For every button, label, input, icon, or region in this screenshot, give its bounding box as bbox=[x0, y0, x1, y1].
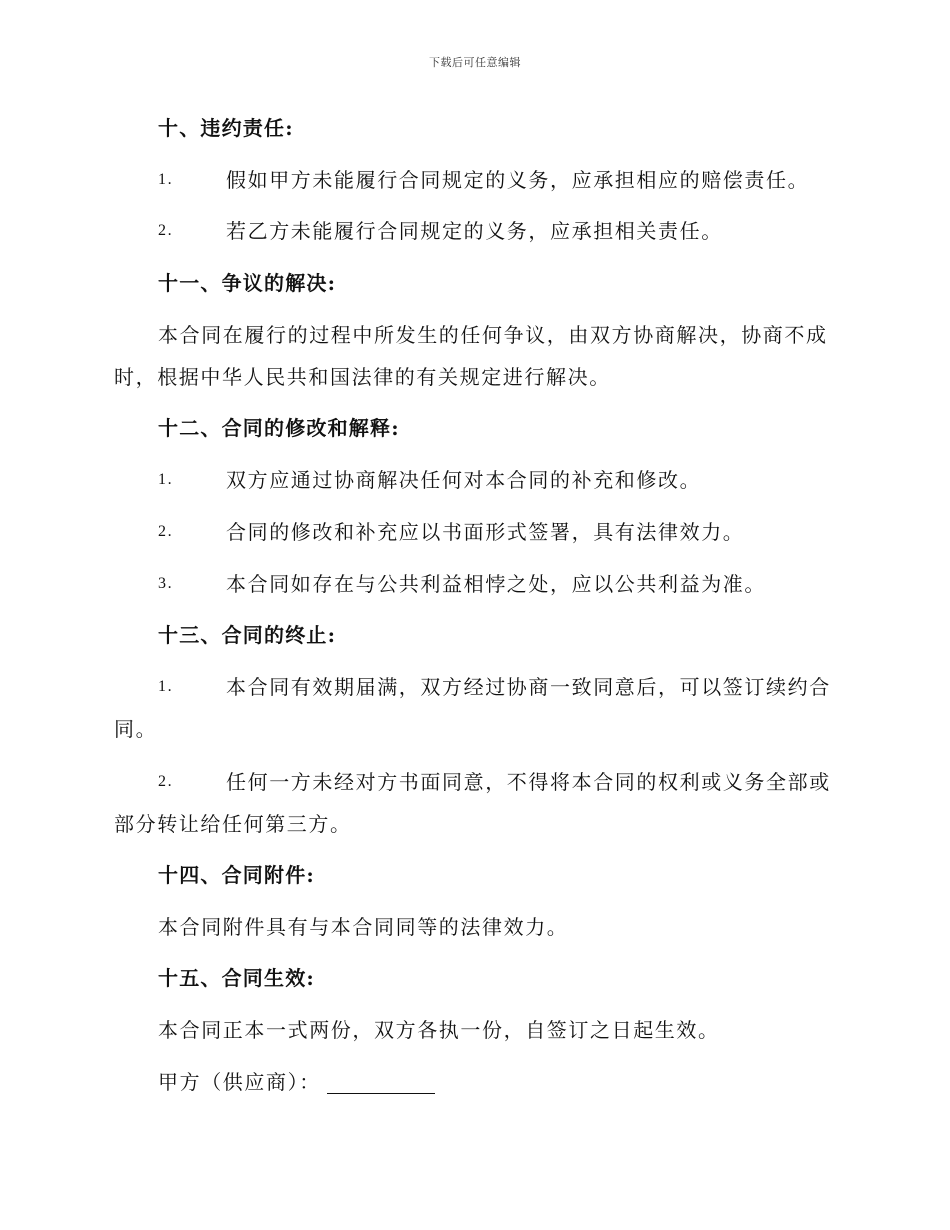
list-item-number: 2. bbox=[158, 523, 174, 540]
list-item-number: 2. bbox=[158, 773, 174, 790]
list-item-number: 1. bbox=[158, 471, 174, 488]
section-heading-15: 十五、合同生效: bbox=[158, 966, 315, 990]
list-item-number: 1. bbox=[158, 678, 174, 695]
list-item-text: 本合同如存在与公共利益相悖之处，应以公共利益为准。 bbox=[226, 572, 766, 596]
section-heading-13: 十三、合同的终止: bbox=[158, 623, 337, 647]
list-item-text: 若乙方未能履行合同规定的义务，应承担相关责任。 bbox=[226, 219, 723, 243]
page-header-note: 下载后可任意编辑 bbox=[429, 56, 521, 69]
list-item-number: 1. bbox=[158, 171, 174, 188]
section-heading-11: 十一、争议的解决: bbox=[158, 271, 337, 295]
paragraph-line: 本合同正本一式两份，双方各执一份，自签订之日起生效。 bbox=[158, 1018, 720, 1042]
section-heading-10: 十、违约责任: bbox=[158, 116, 294, 140]
paragraph-line: 时，根据中华人民共和国法律的有关规定进行解决。 bbox=[114, 365, 611, 389]
signature-blank[interactable] bbox=[327, 1071, 435, 1094]
list-item-text: 任何一方未经对方书面同意，不得将本合同的权利或义务全部或 bbox=[226, 770, 831, 794]
list-item-text: 本合同有效期届满，双方经过协商一致同意后，可以签订续约合 bbox=[226, 675, 831, 699]
paragraph-line: 本合同在履行的过程中所发生的任何争议，由双方协商解决，协商不成 bbox=[158, 323, 828, 347]
signature-label: 甲方（供应商）： bbox=[158, 1070, 321, 1094]
section-heading-12: 十二、合同的修改和解释: bbox=[158, 416, 400, 440]
list-item-text: 假如甲方未能履行合同规定的义务，应承担相应的赔偿责任。 bbox=[226, 168, 810, 192]
signature-line-party-a bbox=[158, 1070, 435, 1094]
paragraph-line: 本合同附件具有与本合同同等的法律效力。 bbox=[158, 915, 569, 939]
list-item-text: 合同的修改和补充应以书面形式签署，具有法律效力。 bbox=[226, 520, 745, 544]
list-item-number: 3. bbox=[158, 575, 174, 592]
list-item-continuation: 部分转让给任何第三方。 bbox=[114, 812, 352, 836]
section-heading-14: 十四、合同附件: bbox=[158, 863, 315, 887]
list-item-continuation: 同。 bbox=[114, 717, 158, 741]
list-item-number: 2. bbox=[158, 222, 174, 239]
list-item-text: 双方应通过协商解决任何对本合同的补充和修改。 bbox=[226, 468, 702, 492]
